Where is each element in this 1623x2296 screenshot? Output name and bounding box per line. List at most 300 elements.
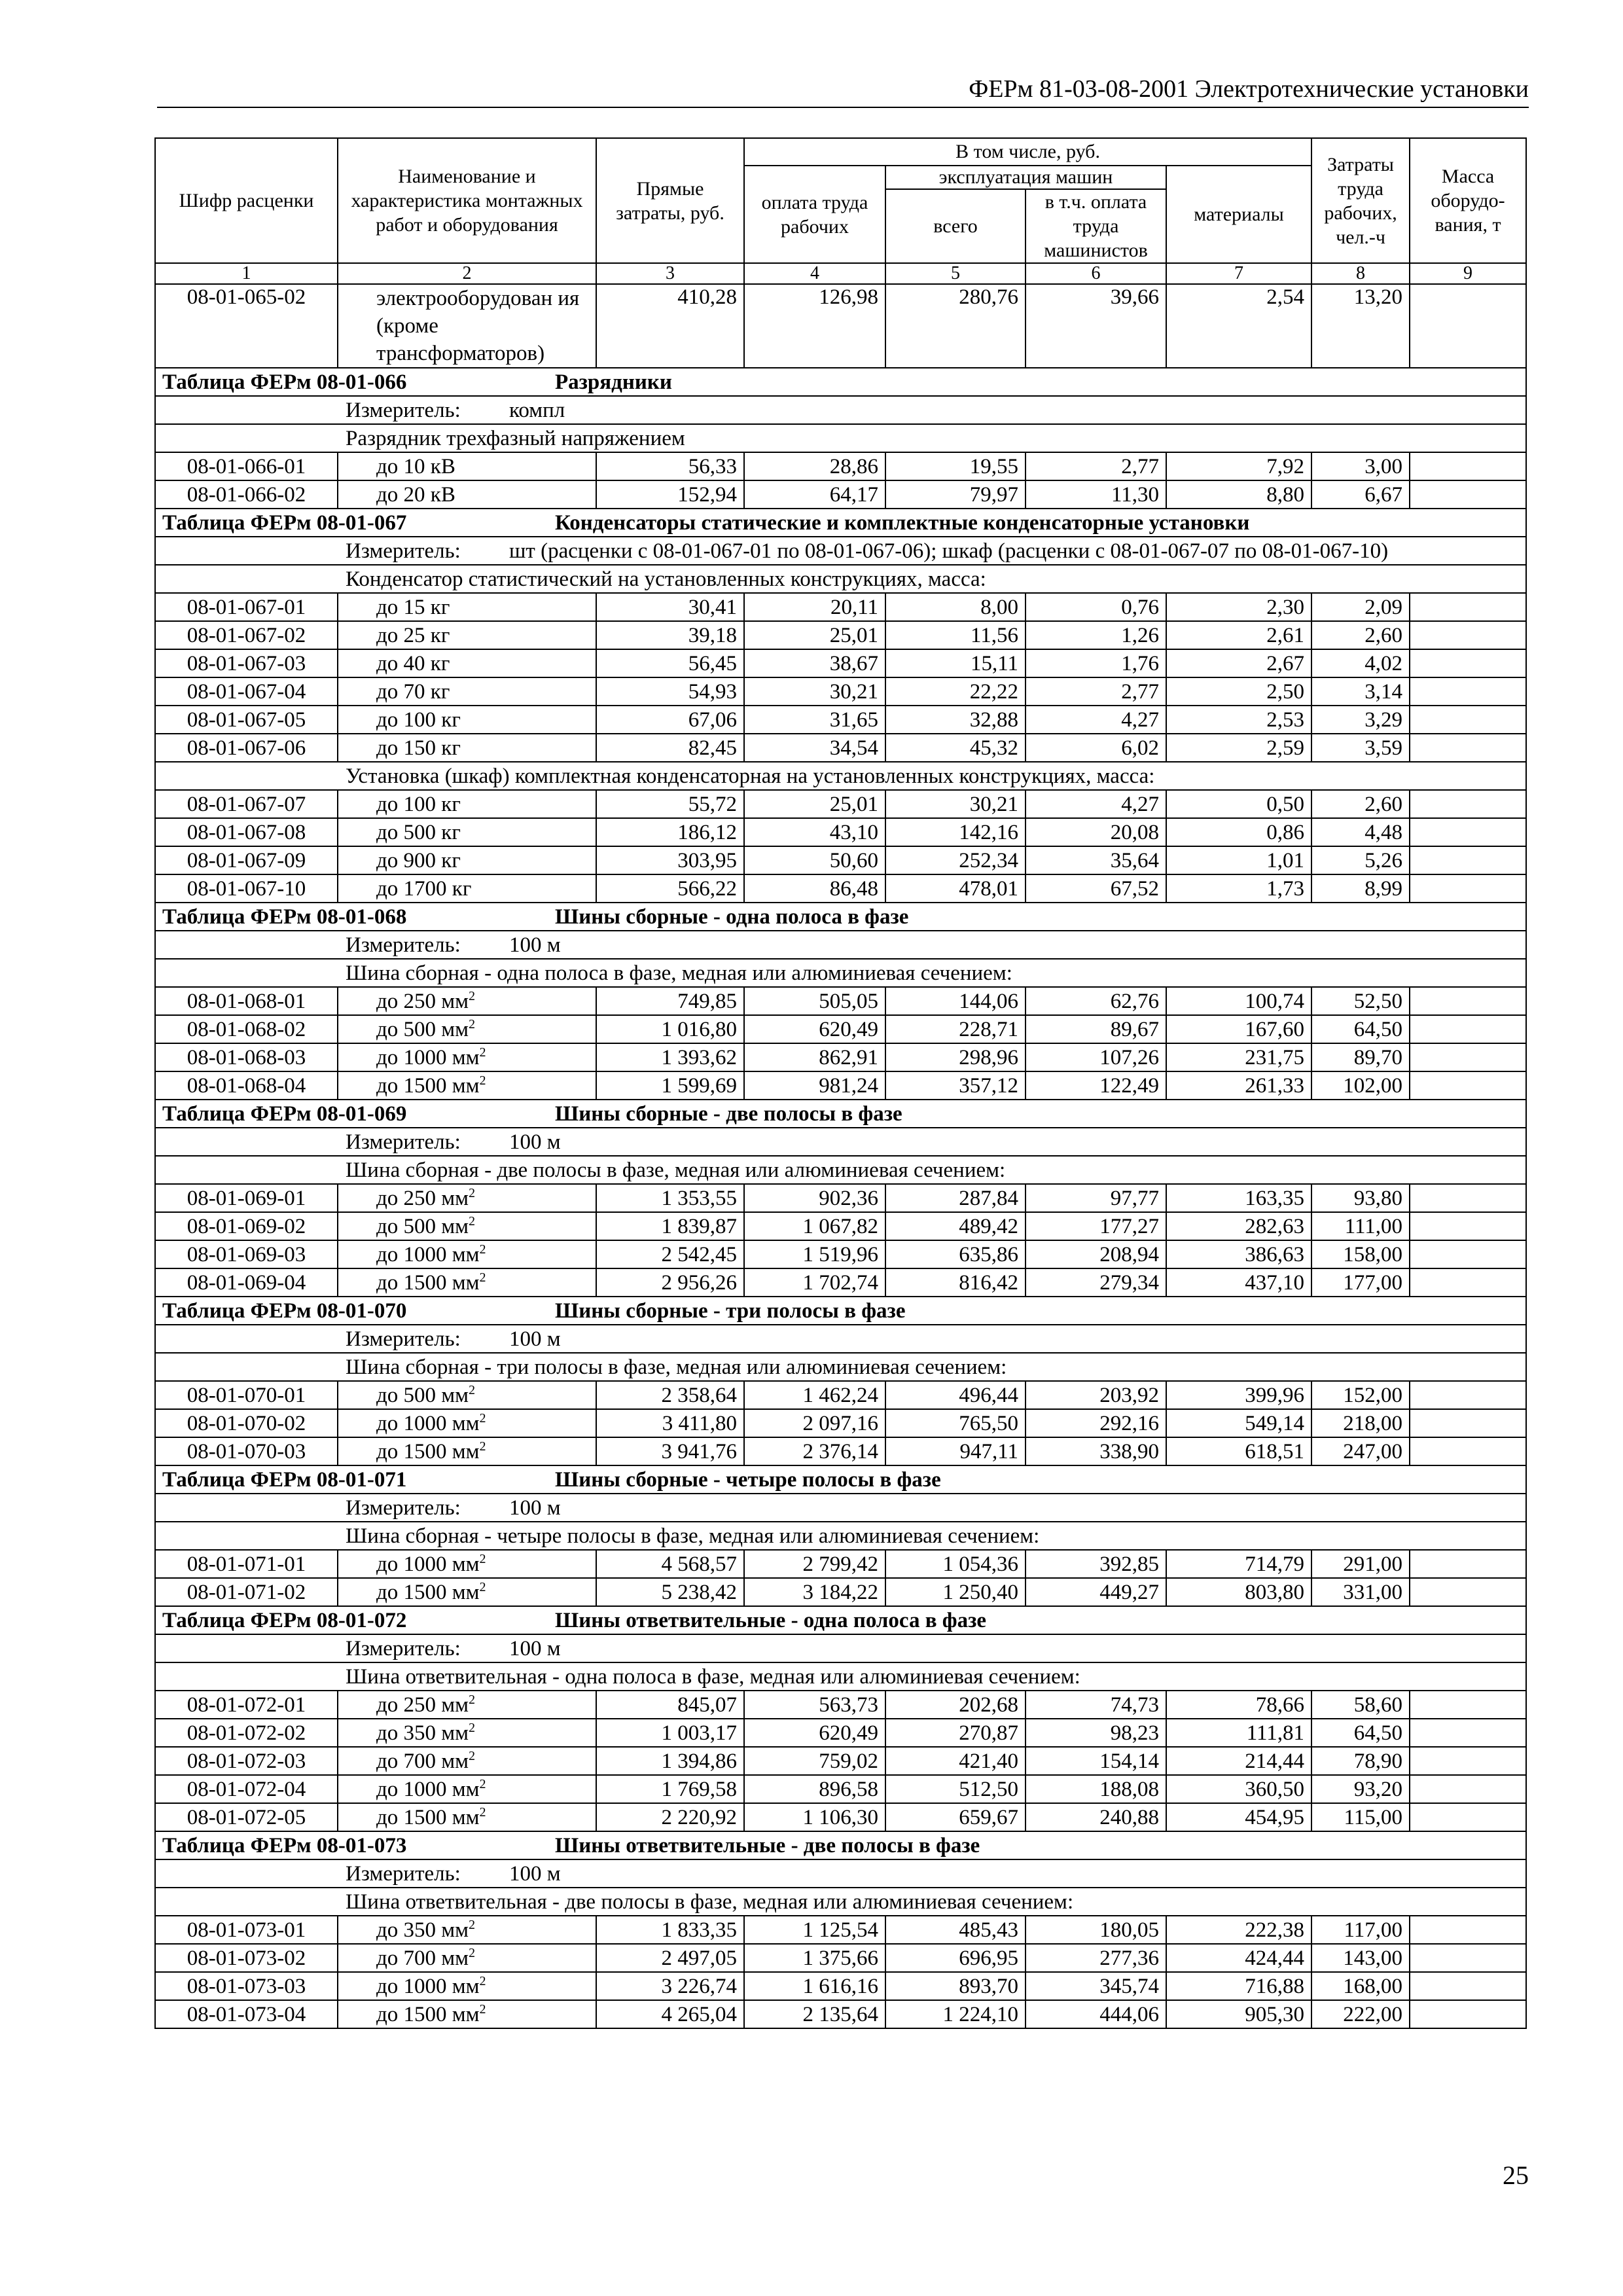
cell-direct-costs: 56,33: [596, 452, 744, 480]
table-row: [155, 1381, 1526, 1409]
section-title: [155, 1831, 1526, 1859]
cell-materials: 386,63: [1166, 1240, 1311, 1268]
cell-machine-total: 485,43: [885, 1916, 1026, 1944]
measure-unit: 100 м: [509, 933, 561, 957]
cell-machine-operators-pay: 4,27: [1026, 706, 1166, 734]
cell-labor-pay: 28,86: [744, 452, 885, 480]
column-number: 4: [744, 263, 885, 284]
cell-materials: 2,59: [1166, 734, 1311, 762]
row-name: [338, 1240, 596, 1268]
cell-labor-pay: 2 376,14: [744, 1437, 885, 1465]
cell-labor-hours: 4,02: [1311, 649, 1410, 677]
cell-equipment-mass: [1410, 1043, 1526, 1071]
cell-materials: 716,88: [1166, 1972, 1311, 2000]
cell-direct-costs: 3 941,76: [596, 1437, 744, 1465]
cell-equipment-mass: [1410, 1550, 1526, 1578]
table-row: [155, 1043, 1526, 1071]
cell-equipment-mass: [1410, 1803, 1526, 1831]
row-code: 08-01-070-01: [155, 1381, 338, 1409]
cell-machine-operators-pay: 240,88: [1026, 1803, 1166, 1831]
cell-materials: 7,92: [1166, 452, 1311, 480]
group-caption-row: [155, 762, 1526, 790]
cell-machine-operators-pay: 4,27: [1026, 790, 1166, 818]
group-caption-row: [155, 1522, 1526, 1550]
cell-materials: 424,44: [1166, 1944, 1311, 1972]
cell-machine-operators-pay: 11,30: [1026, 480, 1166, 509]
cell-labor-hours: 247,00: [1311, 1437, 1410, 1465]
cell-materials: 549,14: [1166, 1409, 1311, 1437]
header-including: В том числе, руб.: [744, 138, 1311, 166]
cell-equipment-mass: [1410, 649, 1526, 677]
section-table-code: Таблица ФЕРм 08-01-069: [162, 1102, 407, 1126]
cell-labor-hours: 64,50: [1311, 1719, 1410, 1747]
group-caption: Разрядник трехфазный напряжением: [155, 424, 1526, 452]
row-name-text: до 350 мм: [376, 1918, 469, 1942]
cell-equipment-mass: [1410, 2000, 1526, 2028]
cell-labor-pay: 1 462,24: [744, 1381, 885, 1409]
cell-materials: 167,60: [1166, 1015, 1311, 1043]
table-row: [155, 1071, 1526, 1100]
group-caption-row: [155, 1888, 1526, 1916]
column-numbers-row: [155, 263, 1526, 284]
cell-direct-costs: 1 016,80: [596, 1015, 744, 1043]
cell-labor-hours: 78,90: [1311, 1747, 1410, 1775]
table-row: [155, 818, 1526, 846]
table-row: [155, 677, 1526, 706]
cell-labor-pay: 1 106,30: [744, 1803, 885, 1831]
cell-machine-total: 202,68: [885, 1691, 1026, 1719]
row-name: [338, 1381, 596, 1409]
row-code: 08-01-067-06: [155, 734, 338, 762]
cell-machine-total: 659,67: [885, 1803, 1026, 1831]
table-row: [155, 1184, 1526, 1212]
row-name: [338, 2000, 596, 2028]
cell-direct-costs: 2 497,05: [596, 1944, 744, 1972]
row-code: 08-01-069-03: [155, 1240, 338, 1268]
row-code: 08-01-067-09: [155, 846, 338, 874]
measure-row: [155, 1494, 1526, 1522]
row-name: [338, 1578, 596, 1606]
cell-materials: 2,61: [1166, 621, 1311, 649]
row-code: 08-01-067-03: [155, 649, 338, 677]
cell-direct-costs: 1 833,35: [596, 1916, 744, 1944]
row-name: [338, 452, 596, 480]
row-code: 08-01-067-04: [155, 677, 338, 706]
cell-equipment-mass: [1410, 846, 1526, 874]
cell-machine-total: 696,95: [885, 1944, 1026, 1972]
cell-materials: 222,38: [1166, 1916, 1311, 1944]
measure-row: [155, 396, 1526, 424]
row-name-text: до 40 кг: [376, 651, 450, 675]
cell-machine-operators-pay: 208,94: [1026, 1240, 1166, 1268]
cell-machine-total: 635,86: [885, 1240, 1026, 1268]
row-name-superscript: 2: [469, 1185, 475, 1200]
table-row: [155, 284, 1526, 368]
cell-direct-costs: 39,18: [596, 621, 744, 649]
table-row: [155, 1916, 1526, 1944]
cell-equipment-mass: [1410, 1268, 1526, 1297]
row-name-text: до 700 мм: [376, 1946, 469, 1970]
cell-materials: 437,10: [1166, 1268, 1311, 1297]
column-number: 3: [596, 263, 744, 284]
measure-label: Измеритель:: [346, 1130, 461, 1154]
table-row: [155, 1268, 1526, 1297]
row-name-text: до 10 кВ: [376, 454, 455, 478]
section-title-text: Шины ответвительные - одна полоса в фазе: [555, 1608, 987, 1632]
cell-labor-hours: 331,00: [1311, 1578, 1410, 1606]
cell-machine-total: 270,87: [885, 1719, 1026, 1747]
row-name-text: до 100 кг: [376, 708, 461, 732]
row-code: 08-01-072-03: [155, 1747, 338, 1775]
cell-labor-pay: 2 097,16: [744, 1409, 885, 1437]
table-row: [155, 874, 1526, 903]
row-name-text: до 150 кг: [376, 736, 461, 760]
cell-labor-hours: 218,00: [1311, 1409, 1410, 1437]
section-title-row: [155, 1831, 1526, 1859]
table-row: [155, 621, 1526, 649]
cell-direct-costs: 4 265,04: [596, 2000, 744, 2028]
cell-machine-operators-pay: 0,76: [1026, 593, 1166, 621]
cell-materials: 2,30: [1166, 593, 1311, 621]
measure-cell: [155, 537, 1526, 565]
cell-equipment-mass: [1410, 677, 1526, 706]
row-code: 08-01-065-02: [155, 284, 338, 368]
row-name-text: до 15 кг: [376, 595, 450, 619]
cell-materials: 2,67: [1166, 649, 1311, 677]
cell-labor-pay: 1 519,96: [744, 1240, 885, 1268]
cell-machine-total: 1 250,40: [885, 1578, 1026, 1606]
cell-equipment-mass: [1410, 1916, 1526, 1944]
cell-equipment-mass: [1410, 734, 1526, 762]
table-row: [155, 452, 1526, 480]
cell-machine-operators-pay: 122,49: [1026, 1071, 1166, 1100]
section-table-code: Таблица ФЕРм 08-01-067: [162, 511, 407, 535]
cell-machine-operators-pay: 177,27: [1026, 1212, 1166, 1240]
group-caption: Конденсатор статистический на установленных конструкциях, масса:: [155, 565, 1526, 593]
cell-materials: 714,79: [1166, 1550, 1311, 1578]
cell-direct-costs: 2 956,26: [596, 1268, 744, 1297]
header-materials: материалы: [1166, 166, 1311, 263]
section-title-text: Конденсаторы статические и комплектные конденсаторные установки: [555, 511, 1250, 535]
cell-labor-hours: 93,80: [1311, 1184, 1410, 1212]
section-title-row: [155, 509, 1526, 537]
cell-machine-operators-pay: 89,67: [1026, 1015, 1166, 1043]
row-name: [338, 818, 596, 846]
cell-materials: 78,66: [1166, 1691, 1311, 1719]
table-row: [155, 1240, 1526, 1268]
cell-machine-operators-pay: 188,08: [1026, 1775, 1166, 1803]
cell-direct-costs: 2 358,64: [596, 1381, 744, 1409]
cell-machine-total: 947,11: [885, 1437, 1026, 1465]
cell-machine-operators-pay: 154,14: [1026, 1747, 1166, 1775]
cell-labor-pay: 1 616,16: [744, 1972, 885, 2000]
row-code: 08-01-072-02: [155, 1719, 338, 1747]
cell-labor-pay: 1 125,54: [744, 1916, 885, 1944]
table-row: [155, 1409, 1526, 1437]
group-caption: Шина сборная - одна полоса в фазе, медная или алюминиевая сечением:: [155, 959, 1526, 987]
table-row: [155, 1550, 1526, 1578]
row-name: [338, 790, 596, 818]
row-name: [338, 1268, 596, 1297]
cell-machine-total: 421,40: [885, 1747, 1026, 1775]
row-name-text: до 500 мм: [376, 1383, 469, 1407]
row-name-superscript: 2: [469, 1692, 475, 1707]
table-row: [155, 1803, 1526, 1831]
measure-label: Измеритель:: [346, 539, 461, 563]
cell-direct-costs: 5 238,42: [596, 1578, 744, 1606]
cell-labor-pay: 759,02: [744, 1747, 885, 1775]
table-row: [155, 1015, 1526, 1043]
section-table-code: Таблица ФЕРм 08-01-073: [162, 1833, 407, 1857]
cell-direct-costs: 67,06: [596, 706, 744, 734]
row-name-text: до 20 кВ: [376, 482, 455, 507]
cell-labor-hours: 3,14: [1311, 677, 1410, 706]
cell-labor-hours: 111,00: [1311, 1212, 1410, 1240]
section-title: [155, 1465, 1526, 1494]
table-row: [155, 1691, 1526, 1719]
table-row: [155, 1719, 1526, 1747]
cell-machine-operators-pay: 97,77: [1026, 1184, 1166, 1212]
cell-direct-costs: 54,93: [596, 677, 744, 706]
column-number: 8: [1311, 263, 1410, 284]
cell-equipment-mass: [1410, 987, 1526, 1015]
cell-materials: 214,44: [1166, 1747, 1311, 1775]
cell-labor-hours: 152,00: [1311, 1381, 1410, 1409]
measure-cell: [155, 1128, 1526, 1156]
cell-materials: 618,51: [1166, 1437, 1311, 1465]
row-name: [338, 1015, 596, 1043]
cell-materials: 2,53: [1166, 706, 1311, 734]
cell-equipment-mass: [1410, 1691, 1526, 1719]
section-title: [155, 368, 1526, 396]
row-name-text: до 1000 мм: [376, 1552, 480, 1576]
cell-equipment-mass: [1410, 1409, 1526, 1437]
column-number: 9: [1410, 263, 1526, 284]
cell-labor-pay: 34,54: [744, 734, 885, 762]
cell-direct-costs: 1 393,62: [596, 1043, 744, 1071]
cell-machine-operators-pay: 449,27: [1026, 1578, 1166, 1606]
measure-cell: [155, 396, 1526, 424]
row-code: 08-01-069-04: [155, 1268, 338, 1297]
section-title-row: [155, 1100, 1526, 1128]
group-caption: Шина сборная - четыре полосы в фазе, медная или алюминиевая сечением:: [155, 1522, 1526, 1550]
cell-labor-pay: 2 799,42: [744, 1550, 885, 1578]
row-name-text: до 1500 мм: [376, 1580, 480, 1604]
group-caption-row: [155, 565, 1526, 593]
cell-materials: 399,96: [1166, 1381, 1311, 1409]
cell-direct-costs: 152,94: [596, 480, 744, 509]
measure-unit: шт (расценки с 08-01-067-01 по 08-01-067-06); шкаф (расценки с 08-01-067-07 по 08-01-067-10): [509, 539, 1389, 563]
row-name-text: до 1000 мм: [376, 1777, 480, 1801]
measure-row: [155, 537, 1526, 565]
measure-row: [155, 1325, 1526, 1353]
table-row: [155, 593, 1526, 621]
cell-labor-hours: 2,60: [1311, 790, 1410, 818]
section-title-row: [155, 1465, 1526, 1494]
cell-materials: 111,81: [1166, 1719, 1311, 1747]
cell-labor-hours: 6,67: [1311, 480, 1410, 509]
measure-unit: 100 м: [509, 1130, 561, 1154]
cell-materials: 261,33: [1166, 1071, 1311, 1100]
cell-equipment-mass: [1410, 621, 1526, 649]
cell-direct-costs: 2 220,92: [596, 1803, 744, 1831]
cell-labor-hours: 291,00: [1311, 1550, 1410, 1578]
cell-labor-pay: 126,98: [744, 284, 885, 368]
cell-machine-operators-pay: 20,08: [1026, 818, 1166, 846]
cell-machine-operators-pay: 338,90: [1026, 1437, 1166, 1465]
cell-labor-pay: 64,17: [744, 480, 885, 509]
row-name-text: до 1000 мм: [376, 1411, 480, 1435]
row-name: [338, 874, 596, 903]
cell-machine-operators-pay: 277,36: [1026, 1944, 1166, 1972]
measure-label: Измеритель:: [346, 398, 461, 422]
cell-machine-total: 1 054,36: [885, 1550, 1026, 1578]
cell-labor-pay: 50,60: [744, 846, 885, 874]
cell-equipment-mass: [1410, 874, 1526, 903]
cell-labor-pay: 505,05: [744, 987, 885, 1015]
cell-direct-costs: 1 839,87: [596, 1212, 744, 1240]
table-row: [155, 1747, 1526, 1775]
row-name-superscript: 2: [469, 1917, 475, 1932]
cell-materials: 454,95: [1166, 1803, 1311, 1831]
row-name: [338, 1437, 596, 1465]
column-number: 2: [338, 263, 596, 284]
cell-labor-hours: 89,70: [1311, 1043, 1410, 1071]
cell-materials: 2,50: [1166, 677, 1311, 706]
cell-direct-costs: 186,12: [596, 818, 744, 846]
row-code: 08-01-071-02: [155, 1578, 338, 1606]
cell-machine-operators-pay: 279,34: [1026, 1268, 1166, 1297]
header-machine-operators-pay: в т.ч. оплата труда машинистов: [1026, 189, 1166, 263]
cell-labor-hours: 168,00: [1311, 1972, 1410, 2000]
cell-labor-pay: 862,91: [744, 1043, 885, 1071]
section-table-code: Таблица ФЕРм 08-01-071: [162, 1467, 407, 1492]
table-body: [155, 284, 1526, 2028]
measure-cell: [155, 1325, 1526, 1353]
cell-machine-operators-pay: 292,16: [1026, 1409, 1166, 1437]
cell-labor-pay: 20,11: [744, 593, 885, 621]
measure-cell: [155, 931, 1526, 959]
cell-labor-pay: 31,65: [744, 706, 885, 734]
cell-direct-costs: 1 353,55: [596, 1184, 744, 1212]
cell-equipment-mass: [1410, 1972, 1526, 2000]
cell-labor-hours: 2,09: [1311, 593, 1410, 621]
group-caption-row: [155, 1156, 1526, 1184]
row-name-superscript: 2: [479, 2001, 486, 2017]
cell-direct-costs: 303,95: [596, 846, 744, 874]
row-name-text: до 1500 мм: [376, 1805, 480, 1829]
cell-labor-hours: 102,00: [1311, 1071, 1410, 1100]
measure-cell: [155, 1494, 1526, 1522]
cell-labor-pay: 2 135,64: [744, 2000, 885, 2028]
row-name-superscript: 2: [479, 1045, 486, 1060]
cell-labor-pay: 981,24: [744, 1071, 885, 1100]
cell-direct-costs: 410,28: [596, 284, 744, 368]
measure-cell: [155, 1859, 1526, 1888]
row-code: 08-01-073-03: [155, 1972, 338, 2000]
section-title: [155, 509, 1526, 537]
row-code: 08-01-068-04: [155, 1071, 338, 1100]
cell-machine-total: 8,00: [885, 593, 1026, 621]
cell-equipment-mass: [1410, 452, 1526, 480]
group-caption-row: [155, 1353, 1526, 1381]
row-name-text: до 1500 мм: [376, 2002, 480, 2026]
row-name: [338, 1775, 596, 1803]
measure-unit: 100 м: [509, 1327, 561, 1351]
row-code: 08-01-067-07: [155, 790, 338, 818]
measure-label: Измеритель:: [346, 1327, 461, 1351]
table-row: [155, 1437, 1526, 1465]
group-caption-row: [155, 424, 1526, 452]
row-code: 08-01-070-03: [155, 1437, 338, 1465]
cell-equipment-mass: [1410, 1747, 1526, 1775]
measure-row: [155, 1859, 1526, 1888]
cell-direct-costs: 55,72: [596, 790, 744, 818]
cell-direct-costs: 1 599,69: [596, 1071, 744, 1100]
header-rule: [157, 107, 1529, 108]
cell-labor-pay: 620,49: [744, 1015, 885, 1043]
row-code: 08-01-068-03: [155, 1043, 338, 1071]
cell-equipment-mass: [1410, 1719, 1526, 1747]
row-name-text: до 250 мм: [376, 989, 469, 1013]
header-labor-pay: оплата труда рабочих: [744, 166, 885, 263]
row-name-superscript: 2: [479, 1073, 486, 1088]
section-title: [155, 1297, 1526, 1325]
cell-direct-costs: 566,22: [596, 874, 744, 903]
row-code: 08-01-069-01: [155, 1184, 338, 1212]
cell-labor-pay: 563,73: [744, 1691, 885, 1719]
row-name-text: до 25 кг: [376, 623, 450, 647]
cell-machine-total: 15,11: [885, 649, 1026, 677]
cell-materials: 2,54: [1166, 284, 1311, 368]
row-name-text: до 350 мм: [376, 1721, 469, 1745]
row-name: [338, 677, 596, 706]
row-name-superscript: 2: [479, 1410, 486, 1426]
cell-machine-operators-pay: 107,26: [1026, 1043, 1166, 1071]
cell-direct-costs: 3 226,74: [596, 1972, 744, 2000]
row-name-superscript: 2: [479, 1242, 486, 1257]
cell-equipment-mass: [1410, 706, 1526, 734]
group-caption-row: [155, 959, 1526, 987]
cell-machine-operators-pay: 444,06: [1026, 2000, 1166, 2028]
cell-direct-costs: 3 411,80: [596, 1409, 744, 1437]
row-name-superscript: 2: [479, 1579, 486, 1594]
measure-cell: [155, 1634, 1526, 1662]
cell-machine-total: 280,76: [885, 284, 1026, 368]
row-name-superscript: 2: [469, 988, 475, 1003]
measure-unit: 100 м: [509, 1496, 561, 1520]
row-name-text: до 1700 кг: [376, 876, 472, 901]
row-name: [338, 987, 596, 1015]
cell-equipment-mass: [1410, 1071, 1526, 1100]
cell-machine-total: 489,42: [885, 1212, 1026, 1240]
table-row: [155, 649, 1526, 677]
table-row: [155, 480, 1526, 509]
section-table-code: Таблица ФЕРм 08-01-070: [162, 1299, 407, 1323]
measure-row: [155, 1634, 1526, 1662]
row-code: 08-01-066-01: [155, 452, 338, 480]
cell-machine-total: 816,42: [885, 1268, 1026, 1297]
document-title: ФЕРм 81-03-08-2001 Электротехнические установки: [969, 75, 1529, 103]
row-code: 08-01-073-01: [155, 1916, 338, 1944]
cell-materials: 0,50: [1166, 790, 1311, 818]
row-name-text: до 1500 мм: [376, 1270, 480, 1295]
row-code: 08-01-072-04: [155, 1775, 338, 1803]
cell-machine-total: 252,34: [885, 846, 1026, 874]
cell-labor-hours: 2,60: [1311, 621, 1410, 649]
row-name-text: до 1500 мм: [376, 1073, 480, 1098]
cell-materials: 905,30: [1166, 2000, 1311, 2028]
